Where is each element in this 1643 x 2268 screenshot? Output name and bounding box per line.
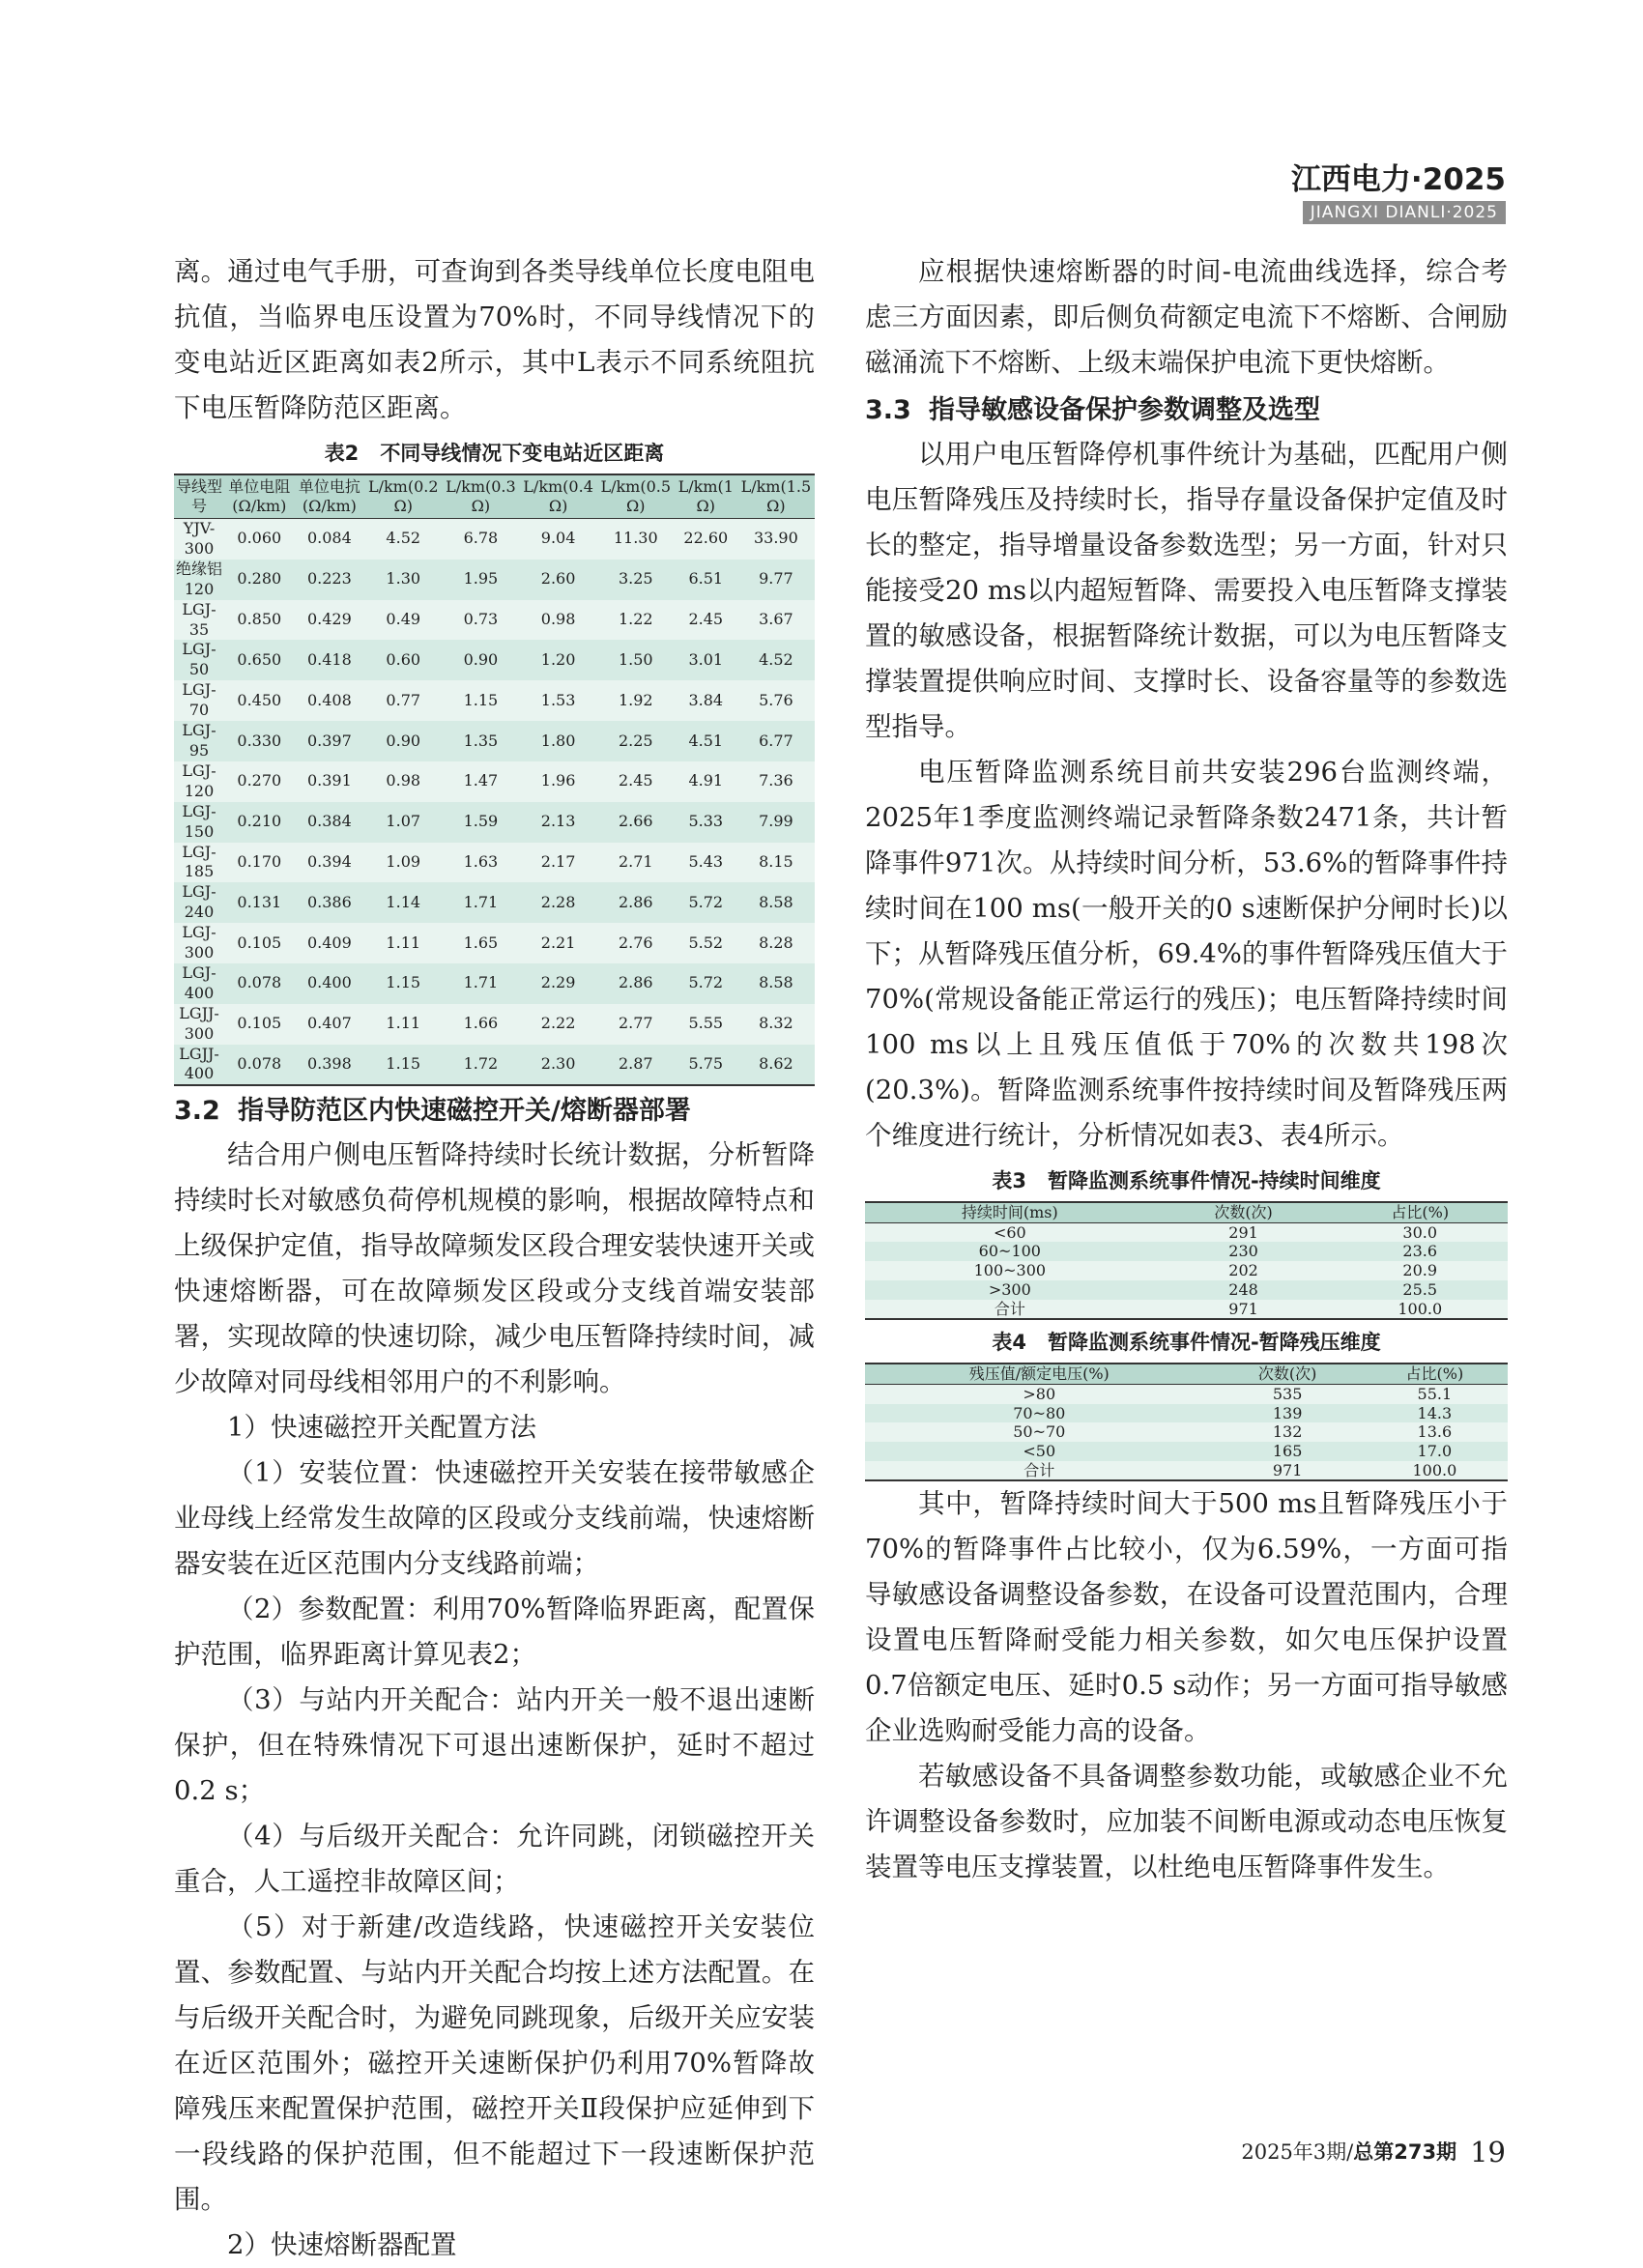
table-cell: 0.170	[237, 851, 282, 871]
table-cell: 33.90	[753, 529, 798, 548]
table-cell: 2.22	[540, 1014, 576, 1033]
table-cell: LGJ-300	[182, 923, 216, 962]
table-cell: 8.62	[759, 1054, 793, 1074]
table-cell: 0.280	[237, 569, 282, 589]
paragraph: （4）与后级开关配合：允许同跳，闭锁磁控开关重合，人工遥控非故障区间；	[174, 1821, 815, 1898]
table-cell: 0.398	[306, 1054, 352, 1074]
table-cell: 100.0	[1398, 1299, 1443, 1318]
table-cell: 7.99	[759, 812, 793, 831]
issue-prefix: 2025年3期/	[1241, 2140, 1354, 2164]
table-cell: 2.28	[540, 892, 576, 911]
table-cell: 1.22	[618, 610, 653, 629]
table-header-cell: L/km(0.2 Ω)	[367, 477, 439, 515]
paragraph: 离。通过电气手册，可查询到各类导线单位长度电阻电抗值，当临界电压设置为70%时，不同导线情况下的变电站近区距离如表2所示，其中L表示不同系统阻抗下电压暂降防范区距离。	[174, 256, 815, 423]
table-header-row	[865, 1364, 1508, 1384]
table-cell: 4.91	[688, 771, 724, 790]
table-cell: 1.35	[463, 731, 499, 750]
table-cell: 0.650	[237, 649, 282, 669]
table-row	[174, 680, 815, 721]
table-cell: 11.30	[613, 529, 658, 548]
table-cell: 23.6	[1402, 1242, 1438, 1261]
table-cell: 3.84	[688, 690, 724, 709]
paragraph: 以用户电压暂降停机事件统计为基础，匹配用户侧电压暂降残压及持续时长，指导存量设备保护定值及时长的整定，指导增量设备参数选型；另一方面，针对只能接受20 ms以内超短暂降、需要投入电压暂降支撑装置的敏感设备，根据暂降统计数据，可以为电压暂降支撑装置提供响应时间、支撑时长、设备容量等的参数选型指导。	[865, 439, 1508, 742]
table-cell: 100~300	[973, 1261, 1047, 1280]
table-row	[174, 923, 815, 963]
table-cell: >300	[988, 1279, 1031, 1299]
journal-subtitle: JIANGXI DIANLI·2025	[1303, 201, 1506, 224]
table-cell: 2.45	[618, 771, 653, 790]
table-row	[865, 1300, 1508, 1320]
table-row	[174, 1004, 815, 1045]
table-caption	[174, 437, 815, 470]
paragraph: 其中，暂降持续时间大于500 ms且暂降残压小于70%的暂降事件占比较小，仅为6.59%，一方面可指导敏感设备调整设备参数，在设备可设置范围内，合理设置电压暂降耐受能力相关参数，如欠电压保护设置0.7倍额定电压、延时0.5 s动作；另一方面可指导敏感企业选购耐受能力高的设备。	[865, 1488, 1508, 1747]
table-cell: 0.084	[306, 529, 352, 548]
table-number: 表3	[992, 1169, 1026, 1192]
table-cell: 1.11	[386, 1014, 421, 1033]
paragraph: （1）安装位置：快速磁控开关安装在接带敏感企业母线上经常发生故障的区段或分支线前端，快速熔断器安装在近区范围内分支线路前端；	[174, 1457, 815, 1580]
table-body	[174, 519, 815, 1086]
table-cell: 0.078	[237, 973, 282, 992]
table-cell: 60~100	[978, 1242, 1041, 1261]
section-heading	[174, 1090, 815, 1133]
table-title: 暂降监测系统事件情况-持续时间维度	[1047, 1169, 1381, 1192]
table-row	[865, 1280, 1508, 1300]
table-cell: 20.9	[1402, 1261, 1438, 1280]
table-cell: 1.50	[618, 649, 653, 669]
table-cell: 0.105	[237, 933, 282, 952]
table-cell: 2.86	[618, 892, 653, 911]
table-header-row	[865, 1202, 1508, 1222]
table-cell: 8.15	[759, 851, 793, 871]
issue-total: 总第273期	[1353, 2140, 1457, 2164]
table-cell: 5.52	[688, 933, 724, 952]
table-cell: 1.96	[540, 771, 576, 790]
table-row	[865, 1422, 1508, 1442]
table-title: 不同导线情况下变电站近区距离	[380, 442, 665, 465]
table-cell: 0.394	[306, 851, 352, 871]
table-cell: LGJ-150	[182, 801, 216, 841]
table-cell: 2.71	[618, 851, 653, 871]
table-row	[174, 721, 815, 761]
table-cell: 1.95	[463, 569, 499, 589]
table-cell: 1.30	[386, 569, 421, 589]
table-row	[174, 1045, 815, 1086]
table-cell: 8.58	[759, 892, 793, 911]
table-cell: LGJ-95	[182, 721, 216, 760]
table-cell: 8.28	[759, 933, 793, 952]
table-header-cell: 占比(%)	[1391, 1203, 1450, 1221]
table-cell: 5.75	[688, 1054, 724, 1074]
table-cell: 1.66	[463, 1014, 499, 1033]
paragraph: 结合用户侧电压暂降持续时长统计数据，分析暂降持续时长对敏感负荷停机规模的影响，根据故障特点和上级保护定值，指导故障频发区段合理安装快速开关或快速熔断器，可在故障频发区段或分支线首端安装部署，实现故障的快速切除，减少电压暂降持续时间，减少故障对同母线相邻用户的不利影响。	[174, 1139, 815, 1398]
table-cell: 0.409	[306, 933, 352, 952]
left-column	[174, 249, 815, 2268]
table-cell: 合计	[994, 1299, 1025, 1318]
table-cell: LGJ-120	[182, 761, 216, 800]
table-cell: 0.060	[237, 529, 282, 548]
table-cell: 9.77	[759, 569, 793, 589]
table-cell: LGJ-240	[182, 882, 216, 922]
table-row	[865, 1242, 1508, 1261]
table-row	[865, 1384, 1508, 1403]
table-cell: YJV-300	[183, 519, 216, 558]
table-cell: 50~70	[1013, 1422, 1066, 1442]
table-cell: 3.01	[688, 649, 724, 669]
table-cell: 55.1	[1417, 1384, 1453, 1403]
table-header-cell: 占比(%)	[1405, 1364, 1464, 1384]
table-2	[174, 474, 815, 1086]
table-cell: 291	[1228, 1222, 1258, 1242]
table-body	[865, 1222, 1508, 1319]
table-cell: <50	[1023, 1442, 1056, 1461]
table-row	[174, 519, 815, 560]
table-cell: 1.14	[386, 892, 421, 911]
table-cell: 0.60	[386, 649, 421, 669]
table-cell: 2.21	[540, 933, 576, 952]
table-caption	[865, 1164, 1508, 1197]
paragraph: （2）参数配置：利用70%暂降临界距离，配置保护范围，临界距离计算见表2；	[174, 1593, 815, 1671]
table-cell: 2.30	[540, 1054, 576, 1074]
table-number: 表2	[324, 442, 360, 465]
table-cell: 139	[1272, 1403, 1303, 1422]
table-header-cell: 持续时间(ms)	[961, 1203, 1058, 1221]
section-number: 3.2	[174, 1096, 220, 1127]
table-cell: 0.408	[306, 690, 352, 709]
table-cell: >80	[1023, 1384, 1056, 1403]
table-header-cell: L/km(1 Ω)	[677, 477, 734, 515]
table-cell: 100.0	[1412, 1460, 1457, 1479]
table-number: 表4	[992, 1331, 1026, 1355]
table-cell: 4.51	[688, 731, 724, 750]
table-cell: 8.32	[759, 1014, 793, 1033]
table-cell: 22.60	[683, 529, 729, 548]
table-header-cell: 残压值/额定电压(%)	[968, 1364, 1110, 1384]
table-cell: 1.71	[463, 973, 499, 992]
table-cell: 6.51	[688, 569, 724, 589]
table-cell: 1.20	[540, 649, 576, 669]
table-cell: 5.76	[759, 690, 793, 709]
journal-title: 江西电力·2025	[1290, 162, 1506, 197]
table-cell: 合计	[1023, 1460, 1055, 1479]
section-number: 3.3	[865, 395, 911, 425]
table-header-cell: 单位电阻(Ω/km)	[228, 477, 291, 515]
table-cell: 1.92	[618, 690, 653, 709]
table-row	[865, 1461, 1508, 1481]
table-header-cell: 次数(次)	[1257, 1364, 1317, 1384]
table-cell: 1.15	[386, 973, 421, 992]
page-footer	[1241, 2136, 1506, 2168]
table-cell: 230	[1228, 1242, 1258, 1261]
table-4	[865, 1363, 1508, 1481]
list-heading: 1）快速磁控开关配置方法	[227, 1412, 536, 1444]
table-cell: 0.391	[306, 771, 352, 790]
table-cell: LGJ-35	[182, 599, 216, 639]
table-cell: 25.5	[1402, 1279, 1438, 1299]
paragraph: 应根据快速熔断器的时间-电流曲线选择，综合考虑三方面因素，即后侧负荷额定电流下不熔断、合闸励磁涌流下不熔断、上级末端保护电流下更快熔断。	[865, 256, 1508, 378]
table-cell: 1.53	[540, 690, 576, 709]
table-cell: 2.17	[540, 851, 576, 871]
table-cell: 0.850	[237, 610, 282, 629]
table-cell: 8.58	[759, 973, 793, 992]
table-cell: 绝缘铝120	[176, 559, 223, 598]
table-row	[865, 1404, 1508, 1423]
table-cell: 0.131	[237, 892, 282, 911]
table-cell: 0.98	[386, 771, 421, 790]
table-row	[865, 1261, 1508, 1280]
list-heading: 2）快速熔断器配置	[227, 2229, 457, 2261]
table-cell: 1.63	[463, 851, 499, 871]
paragraph: （3）与站内开关配合：站内开关一般不退出速断保护，但在特殊情况下可退出速断保护，延时不超过0.2 s；	[174, 1684, 815, 1807]
table-cell: LGJJ-400	[179, 1044, 219, 1083]
table-cell: LGJJ-300	[179, 1003, 219, 1043]
table-header-cell: 次数(次)	[1214, 1203, 1273, 1221]
table-cell: 165	[1272, 1442, 1303, 1461]
table-cell: 3.25	[618, 569, 653, 589]
table-cell: 0.418	[306, 649, 352, 669]
journal-header	[1291, 162, 1506, 224]
table-row	[174, 560, 815, 600]
table-cell: 1.72	[463, 1054, 499, 1074]
page-number: 19	[1470, 2136, 1506, 2168]
table-row	[174, 802, 815, 843]
table-cell: LGJ-400	[182, 962, 216, 1002]
table-cell: 0.330	[237, 731, 282, 750]
table-cell: 2.87	[618, 1054, 653, 1074]
table-cell: 4.52	[386, 529, 421, 548]
table-cell: 0.400	[306, 973, 352, 992]
table-cell: 7.36	[759, 771, 793, 790]
table-cell: 2.45	[688, 610, 724, 629]
table-cell: LGJ-50	[182, 640, 216, 679]
table-title: 暂降监测系统事件情况-暂降残压维度	[1047, 1331, 1381, 1355]
table-cell: 1.80	[540, 731, 576, 750]
table-cell: 13.6	[1417, 1422, 1453, 1442]
table-cell: 1.59	[463, 812, 499, 831]
table-cell: 5.43	[688, 851, 724, 871]
table-cell: 5.72	[688, 892, 724, 911]
table-row	[865, 1222, 1508, 1242]
table-cell: 535	[1272, 1384, 1303, 1403]
table-row	[174, 882, 815, 923]
table-cell: 0.429	[306, 610, 352, 629]
table-cell: 30.0	[1402, 1222, 1438, 1242]
table-cell: 1.11	[386, 933, 421, 952]
table-cell: 1.71	[463, 892, 499, 911]
table-cell: 0.90	[386, 731, 421, 750]
table-cell: 6.78	[463, 529, 499, 548]
table-cell: 17.0	[1417, 1442, 1453, 1461]
table-cell: 132	[1272, 1422, 1303, 1442]
table-cell: 2.60	[540, 569, 576, 589]
table-cell: 971	[1272, 1460, 1303, 1479]
table-cell: 1.65	[463, 933, 499, 952]
table-cell: 70~80	[1013, 1403, 1066, 1422]
table-cell: 6.77	[759, 731, 793, 750]
table-cell: 0.386	[306, 892, 352, 911]
table-cell: 5.72	[688, 973, 724, 992]
table-cell: 14.3	[1417, 1403, 1453, 1422]
table-cell: 2.29	[540, 973, 576, 992]
table-cell: 2.66	[618, 812, 653, 831]
table-body	[865, 1384, 1508, 1480]
table-cell: 3.67	[759, 610, 793, 629]
table-cell: 0.210	[237, 812, 282, 831]
table-cell: 0.407	[306, 1014, 352, 1033]
table-header-cell: 导线型号	[176, 477, 223, 515]
table-cell: 1.09	[386, 851, 421, 871]
table-cell: 0.77	[386, 690, 421, 709]
table-cell: LGJ-70	[182, 680, 216, 720]
table-cell: 2.76	[618, 933, 653, 952]
table-header-row	[174, 474, 815, 519]
table-header-cell: L/km(0.3 Ω)	[446, 477, 516, 515]
table-cell: 0.223	[306, 569, 352, 589]
table-cell: 971	[1228, 1299, 1258, 1318]
section-heading	[865, 389, 1508, 432]
table-cell: <60	[993, 1222, 1026, 1242]
table-cell: 0.384	[306, 812, 352, 831]
table-cell: 4.52	[759, 649, 793, 669]
section-title: 指导敏感设备保护参数调整及选型	[929, 395, 1320, 425]
section-title: 指导防范区内快速磁控开关/熔断器部署	[238, 1096, 691, 1127]
table-cell: 2.86	[618, 973, 653, 992]
table-cell: 0.98	[540, 610, 576, 629]
table-cell: 2.13	[540, 812, 576, 831]
table-cell: 5.55	[688, 1014, 724, 1033]
table-cell: 0.450	[237, 690, 282, 709]
issue-info	[1241, 2140, 1456, 2164]
table-cell: 1.47	[463, 771, 499, 790]
table-cell: 248	[1228, 1279, 1258, 1299]
table-cell: 0.73	[463, 610, 499, 629]
right-column	[865, 249, 1508, 1890]
table-row	[174, 963, 815, 1004]
table-cell: 0.105	[237, 1014, 282, 1033]
table-header-cell: L/km(0.5 Ω)	[600, 477, 672, 515]
table-cell: 1.07	[386, 812, 421, 831]
table-cell: 0.49	[386, 610, 421, 629]
table-cell: 5.33	[688, 812, 724, 831]
table-cell: 0.397	[306, 731, 352, 750]
table-cell: LGJ-185	[182, 842, 216, 881]
table-3	[865, 1201, 1508, 1320]
table-cell: 9.04	[540, 529, 576, 548]
table-cell: 2.25	[618, 731, 653, 750]
table-cell: 0.90	[463, 649, 499, 669]
table-row	[174, 600, 815, 641]
table-cell: 2.77	[618, 1014, 653, 1033]
table-cell: 1.15	[386, 1054, 421, 1074]
table-cell: 202	[1228, 1261, 1258, 1280]
paragraph: 电压暂降监测系统目前共安装296台监测终端，2025年1季度监测终端记录暂降条数2471条，共计暂降事件971次。从持续时间分析，53.6%的暂降事件持续时间在100 ms(一般开关的0 s速断保护分闸时长)以下；从暂降残压值分析，69.4%的事件暂降残压值大于70%(常规设备能正常运行的残压)；电压暂降持续时间100 ms以上且残压值低于70%的次数共198次(20.3%)。暂降监测系统事件按持续时间及暂降残压两个维度进行统计，分析情况如表3、表4所示。	[865, 757, 1508, 1151]
table-row	[865, 1442, 1508, 1461]
table-cell: 0.078	[237, 1054, 282, 1074]
table-header-cell: 单位电抗(Ω/km)	[298, 477, 360, 515]
paragraph: 若敏感设备不具备调整参数功能，或敏感企业不允许调整设备参数时，应加装不间断电源或动态电压恢复装置等电压支撑装置，以杜绝电压暂降事件发生。	[865, 1761, 1508, 1883]
table-header-cell: L/km(0.4 Ω)	[523, 477, 593, 515]
table-header-cell: L/km(1.5 Ω)	[740, 477, 812, 515]
table-cell: 1.15	[463, 690, 499, 709]
table-caption	[865, 1326, 1508, 1359]
table-row	[174, 843, 815, 883]
table-cell: 0.270	[237, 771, 282, 790]
paragraph: （5）对于新建/改造线路，快速磁控开关安装位置、参数配置、与站内开关配合均按上述方法配置。在与后级开关配合时，为避免同跳现象，后级开关应安装在近区范围外；磁控开关速断保护仍利用70%暂降故障残压来配置保护范围，磁控开关Ⅱ段保护应延伸到下一段线路的保护范围，但不能超过下一段速断保护范围。	[174, 1911, 815, 2216]
table-row	[174, 640, 815, 680]
table-row	[174, 761, 815, 802]
